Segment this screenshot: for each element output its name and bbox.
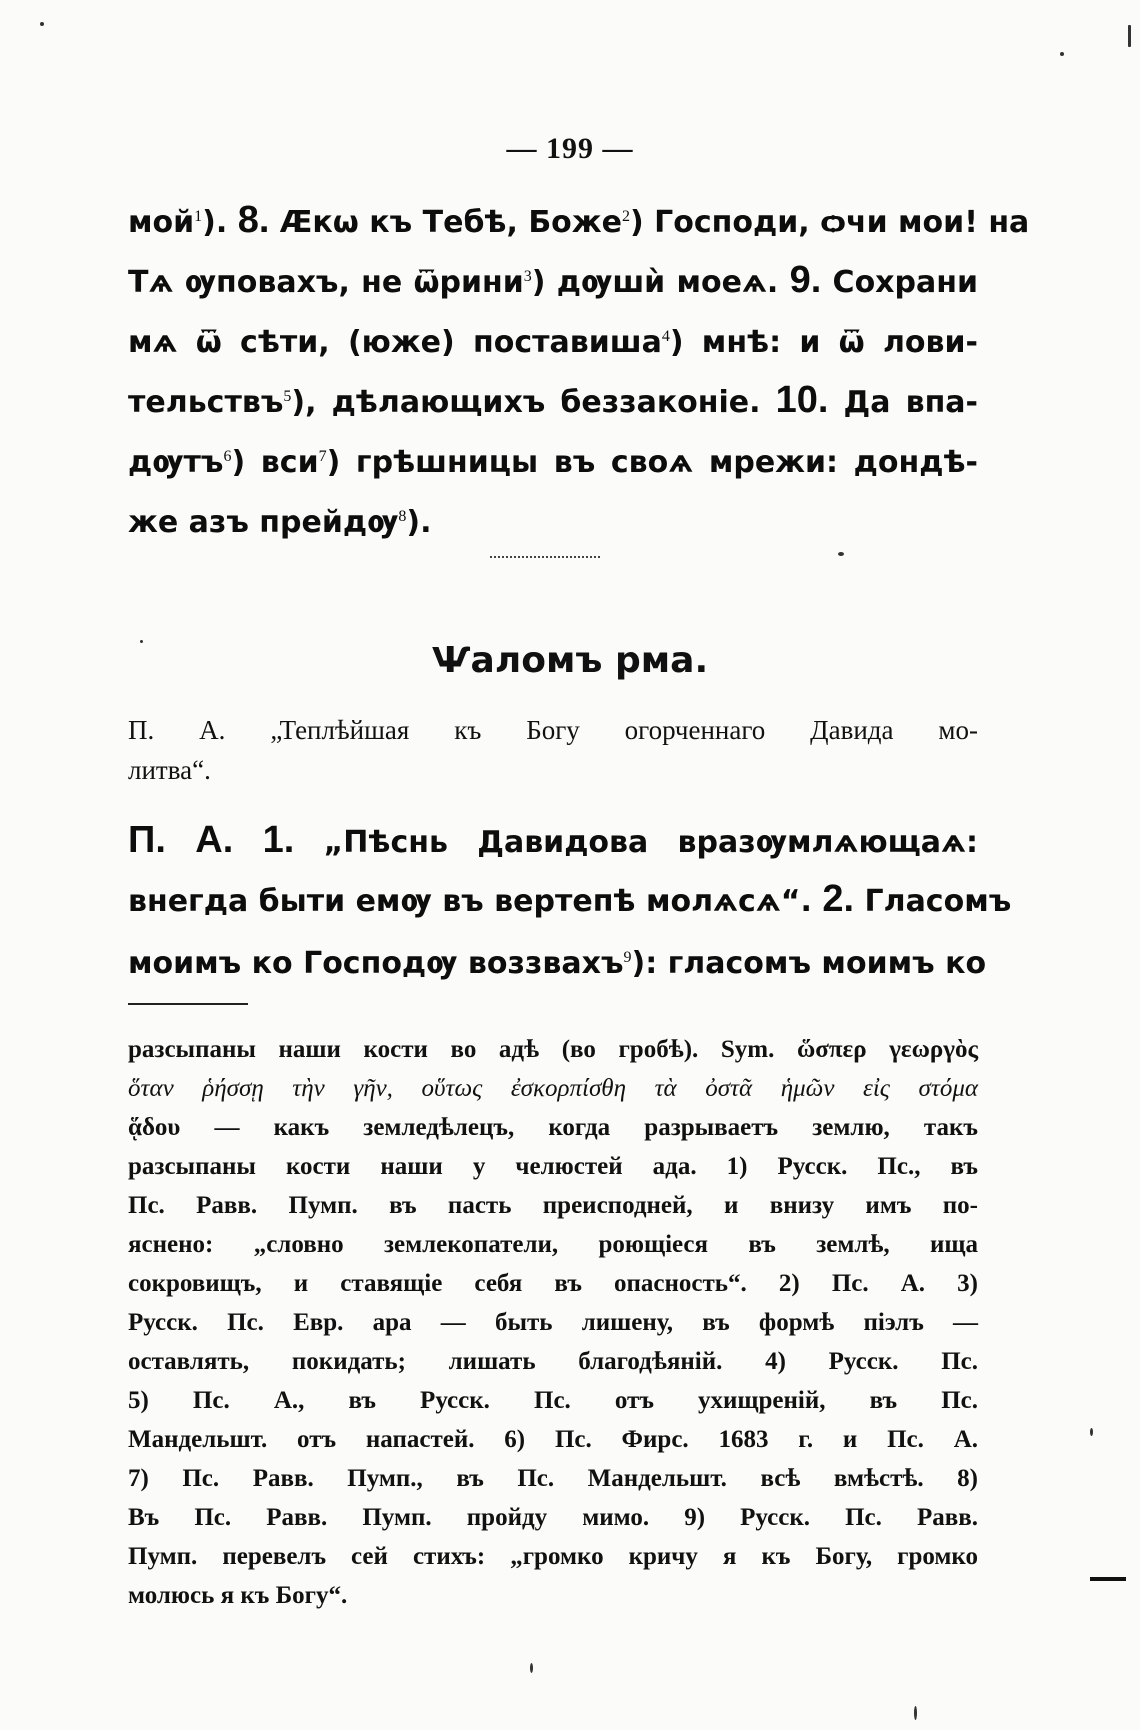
scan-speck (838, 552, 844, 556)
text-line: внегда быти емѹ въ вертепѣ молѧсѧ“. 2. Гласомъ (128, 878, 1012, 920)
footnote-line: оставлять, покидать; лишать благодѣянiй. 4) Русск. Пс. (128, 1348, 978, 1375)
scan-speck (530, 1663, 533, 1673)
summary-line: П. А. „Теплѣйшая къ Богу огорченнаго Давида мо- (128, 715, 978, 745)
verse-number: 8. (237, 199, 270, 241)
footnote-line: 5) Пс. А., въ Русск. Пс. отъ ухищренiй, въ Пс. (128, 1387, 978, 1414)
footnotes (128, 1030, 978, 1615)
scan-speck (1090, 1428, 1093, 1436)
scan-speck (40, 22, 44, 26)
psalm-summary (128, 710, 978, 790)
text-line: моимъ ко Господѹ воззвахъ$^9$): гласомъ моимъ ко (128, 946, 987, 981)
footnote-line: 7) Пс. Равв. Пумп., въ Пс. Мандельшт. всѣ вмѣстѣ. 8) (128, 1465, 978, 1492)
footnote-line: Пс. Равв. Пумп. въ пасть преисподней, и внизу имъ по- (128, 1192, 978, 1219)
scan-mark (1090, 1577, 1126, 1581)
text-line: дѹтъ$^6$) вси$^7$) грѣшницы въ своѧ мрежи: дондѣ- (128, 445, 978, 480)
footnote-line: Мандельшт. отъ напастей. 6) Пс. Фирс. 1683 г. и Пс. А. (128, 1426, 978, 1453)
footnote-line: разсыпаны кости наши у челюстей ада. 1) Русск. Пс., въ (128, 1153, 978, 1180)
section-divider (490, 556, 600, 558)
footnote-line: Русск. Пс. Евр. ара — быть лишену, въ формѣ пiэлъ — (128, 1309, 978, 1336)
footnote-ref: 2 (622, 208, 630, 225)
summary-line: литва“. (128, 755, 211, 785)
footnote-ref: 9 (623, 949, 632, 966)
psalm-title: Ѱаломъ рма. (431, 640, 709, 681)
footnote-ref: 1 (194, 208, 203, 225)
footnote-line: сокровищъ, и ставящiе себя въ опасность“. 2) Пс. А. 3) (128, 1270, 978, 1297)
verse-number: 9. (789, 259, 822, 301)
source-label: П. А. (128, 819, 234, 861)
scan-speck (1060, 52, 1064, 56)
footnote-line: ὅταν ῥήσσῃ τὴν γῆν, οὕτως ἐσκορπίσθη τὰ ὀστᾶ ἡμῶν εἰς στόμα (128, 1075, 978, 1102)
text-line: Тѧ ѹповахъ, не ѿрини$^3$) дѹшѝ моеѧ. 9. Сохрани (128, 259, 978, 301)
text-line: же азъ прейдѹ$^8$). (128, 505, 432, 540)
footnote-line: яснено: „словно землекопатели, роющiеся въ землѣ, ища (128, 1231, 978, 1258)
verse-number: 2. (822, 878, 855, 920)
footnote-line: молюсь я къ Богу“. (128, 1582, 348, 1609)
footnote-ref: 5 (283, 388, 292, 405)
verse-number: 10. (775, 379, 829, 421)
footnote-ref: 4 (661, 328, 670, 345)
text-line: мѧ ѿ сѣти, (юже) поставиша$^4$) мнѣ: и ѿ лови- (128, 325, 978, 360)
verse-number: 1. (262, 819, 295, 861)
scan-speck (140, 640, 143, 643)
footnote-ref: 6 (223, 448, 232, 465)
footnote-line: Въ Пс. Равв. Пумп. пройду мимо. 9) Русск. Пс. Равв. (128, 1504, 978, 1531)
footnote-line: разсыпаны наши кости во адѣ (во гробѣ). Sym. ὥσπερ γεωργὸς (128, 1036, 978, 1063)
footnote-ref: 7 (318, 448, 327, 465)
scan-speck (1128, 25, 1131, 47)
footnote-line: ᾅδου — какъ земледѣлецъ, когда разрываетъ землю, такъ (128, 1114, 978, 1141)
page-number: — 199 — (506, 132, 634, 165)
psalm-141-start (128, 812, 1012, 992)
text-line: тельствъ$^5$), дѣлающихъ беззаконiе. 10. Да впа- (128, 379, 978, 421)
footnote-line: Пумп. перевелъ сей стихъ: „громко кричу я къ Богу, громко (128, 1543, 978, 1570)
footnote-ref: 8 (398, 508, 407, 525)
footnote-ref: 3 (523, 268, 532, 285)
psalm-140-ending (128, 190, 1030, 550)
scan-speck (914, 1706, 917, 1720)
footnote-rule (128, 1003, 248, 1005)
text-line: П. А. 1. „Пѣснь Давидова вразѹмлѧющаѧ: (128, 819, 978, 861)
text-line: мой$^1$). 8. Ӕкѡ къ Тебѣ, Боже$^2$) Господи, ѻчи мои! на (128, 199, 1030, 241)
